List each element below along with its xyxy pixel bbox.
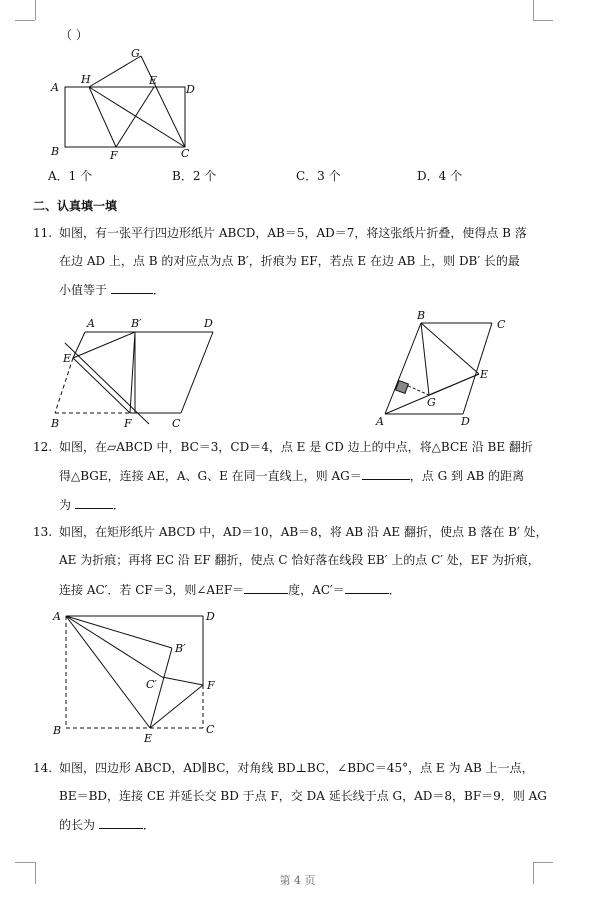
- label-h: H: [81, 73, 91, 86]
- answer-bracket: （ ）: [60, 28, 88, 42]
- q14-line1: 如图，四边形 ABCD，AD∥BC，对角线 BD⊥BC，∠BDC＝45°，点 E 为 AB 上一点，: [59, 761, 534, 775]
- label-b: B: [51, 145, 60, 158]
- label-e: E: [144, 732, 153, 745]
- q11-figure-left: [45, 315, 235, 435]
- crop-mark: [15, 862, 35, 863]
- q12-line1: 如图，在▱ABCD 中，BC＝3，CD＝4，点 E 是 CD 边上的中点，将△BCE 沿 BE 翻折: [59, 440, 533, 454]
- crop-mark: [533, 862, 553, 863]
- label-b: B: [51, 417, 60, 430]
- answer-blank[interactable]: [362, 467, 410, 480]
- q14-number: 14.: [33, 761, 53, 775]
- label-c: C: [206, 723, 215, 736]
- q14-line2: BE＝BD，连接 CE 并延长交 BD 于点 F，交 DA 延长线于点 G，AD＝8，BF＝9．则 AG: [59, 789, 547, 803]
- q13-line1: 如图，在矩形纸片 ABCD 中，AD＝10，AB＝8，将 AB 沿 AE 翻折，使点 B 落在 B′ 处，: [59, 525, 548, 539]
- section-title: 二、认真填一填: [33, 199, 118, 213]
- q11-number: 11.: [33, 226, 53, 240]
- label-c: C: [172, 417, 181, 430]
- label-a: A: [87, 317, 95, 330]
- label-e: E: [480, 368, 489, 381]
- option-c: C．3 个: [296, 169, 341, 183]
- option-a: A．1 个: [48, 169, 93, 183]
- q12-line2: 得△BGE，连接 AE，A、G、E 在同一直线上，则 AG＝ ，点 G 到 AB 的距离: [59, 469, 525, 483]
- crop-mark: [15, 20, 35, 21]
- answer-blank[interactable]: [345, 581, 389, 594]
- q13-number: 13.: [33, 525, 53, 539]
- label-f: F: [207, 679, 215, 692]
- label-a: A: [51, 81, 59, 94]
- label-g: G: [427, 396, 436, 409]
- label-d: D: [206, 610, 215, 623]
- label-d: D: [461, 415, 470, 428]
- q14-line3: 的长为 ．: [59, 818, 155, 832]
- label-f: F: [110, 149, 118, 162]
- label-c-prime: C′: [146, 678, 157, 691]
- answer-blank[interactable]: [99, 816, 143, 829]
- crop-mark: [35, 0, 36, 20]
- label-a: A: [376, 415, 384, 428]
- q13-line2: AE 为折痕；再将 EC 沿 EF 翻折，使点 C 恰好落在线段 EB′ 上的点 C′ 处，EF 为折痕，: [59, 553, 540, 567]
- label-b: B: [53, 724, 62, 737]
- q11-figure-right: [375, 308, 525, 433]
- crop-mark: [533, 0, 534, 20]
- q11-line1: 如图，有一张平行四边形纸片 ABCD，AB＝5，AD＝7，将这张纸片折叠，使得点 B 落: [59, 226, 527, 240]
- label-b-prime: B′: [131, 317, 142, 330]
- q11-line3: 小值等于 ．: [59, 283, 165, 297]
- q13-figure: [48, 606, 233, 746]
- label-f: F: [124, 417, 132, 430]
- option-b: B．2 个: [172, 169, 217, 183]
- prev-figure: [40, 45, 210, 165]
- label-c: C: [181, 147, 190, 160]
- page-number: 第 4 页: [279, 874, 316, 887]
- q13-line3: 连接 AC′．若 CF＝3，则∠AEF＝ 度，AC′＝ ．: [59, 583, 401, 597]
- label-e: E: [149, 74, 158, 87]
- label-g: G: [131, 47, 140, 60]
- label-d: D: [204, 317, 213, 330]
- label-b: B: [417, 309, 426, 322]
- label-d: D: [186, 83, 195, 96]
- q11-line2: 在边 AD 上，点 B 的对应点为点 B′，折痕为 EF，若点 E 在边 AB 上，则 DB′ 长的最: [59, 254, 520, 268]
- q12-number: 12.: [33, 440, 53, 454]
- label-c: C: [497, 318, 506, 331]
- q12-line3: 为 ．: [59, 498, 125, 512]
- answer-blank[interactable]: [244, 581, 288, 594]
- crop-mark: [533, 20, 553, 21]
- option-d: D．4 个: [417, 169, 463, 183]
- label-a: A: [53, 610, 61, 623]
- answer-blank[interactable]: [75, 496, 113, 509]
- label-e: E: [63, 352, 72, 365]
- answer-blank[interactable]: [111, 281, 153, 294]
- label-b-prime: B′: [175, 642, 186, 655]
